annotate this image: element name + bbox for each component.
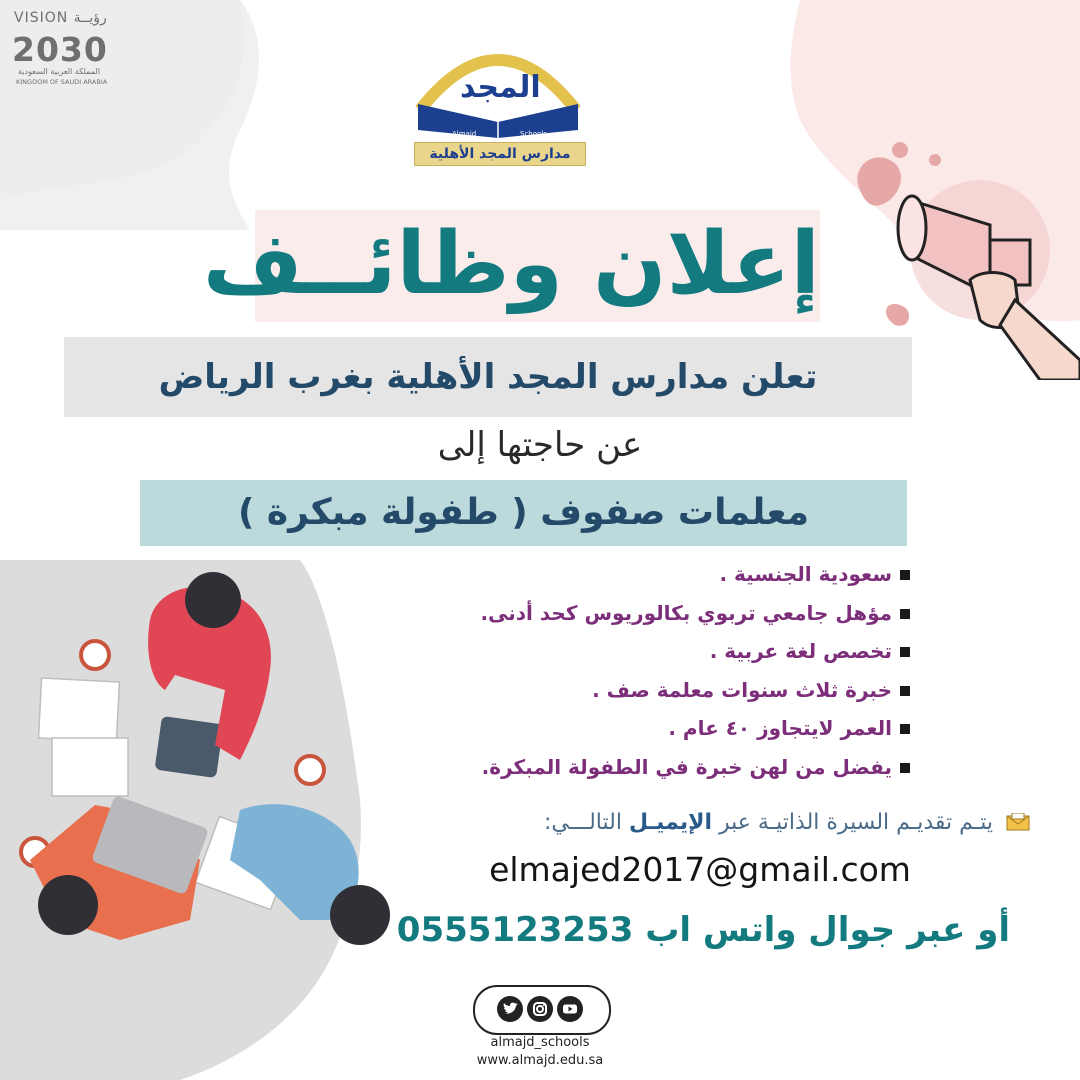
instagram-icon[interactable] <box>527 996 553 1022</box>
list-item <box>320 671 910 710</box>
apply-instructions <box>430 810 1030 850</box>
requirement-text: تخصص لغة عربية . <box>709 639 892 663</box>
vision-2030-logo <box>10 10 130 86</box>
bullet-icon <box>900 609 910 619</box>
requirement-text: مؤهل جامعي تربوي بكالوريوس كحد أدنى. <box>480 600 892 625</box>
bullet-icon <box>900 570 910 580</box>
envelope-icon <box>1006 813 1030 831</box>
role-title: معلمات صفوف ( طفولة مبكرة ) <box>237 492 810 533</box>
requirement-text: يفضل من لهن خبرة في الطفولة المبكرة. <box>481 754 892 779</box>
apply-emphasis: الإيميـل <box>628 810 713 835</box>
social-handle: almajd_schools <box>490 1035 590 1050</box>
email-address[interactable]: elmajed2017@gmail.com <box>489 850 911 889</box>
apply-suffix: التالـــي: <box>544 810 622 835</box>
list-item <box>320 709 910 748</box>
list-item <box>320 632 910 671</box>
whatsapp-phone[interactable]: أو عبر جوال واتس اب 0555123253 <box>396 910 1010 950</box>
requirement-text: سعودية الجنسية . <box>719 562 892 586</box>
vision-number: 2030 <box>12 30 108 69</box>
need-text: عن حاجتها إلى <box>437 425 643 465</box>
list-item <box>320 748 910 787</box>
vision-english-caption: KINGDOM OF SAUDI ARABIA <box>16 78 108 86</box>
list-item <box>320 555 910 594</box>
requirement-text: خبرة ثلاث سنوات معلمة صف . <box>592 677 892 702</box>
subtitle: تعلن مدارس المجد الأهلية بغرب الرياض <box>158 357 818 397</box>
logo-arabic-name: المجد <box>460 70 541 105</box>
requirement-text: العمر لايتجاوز ٤٠ عام . <box>668 716 892 740</box>
twitter-icon[interactable] <box>497 996 523 1022</box>
website-link[interactable]: www.almajd.edu.sa <box>476 1053 604 1068</box>
logo-banner: مدارس المجد الأهلية <box>414 142 586 166</box>
bullet-icon <box>900 763 910 773</box>
social-links <box>467 985 613 1075</box>
vision-title: VISION رؤيــة <box>14 10 107 26</box>
bullet-icon <box>900 686 910 696</box>
apply-prefix: يتـم تقديـم السيرة الذاتيـة عبر <box>719 810 993 835</box>
list-item <box>320 594 910 633</box>
requirements-list <box>320 555 910 795</box>
bullet-icon <box>900 647 910 657</box>
logo-english-left: Almajd <box>452 130 477 138</box>
youtube-icon[interactable] <box>557 996 583 1022</box>
bullet-icon <box>900 724 910 734</box>
logo-english-right: Schools <box>520 130 547 138</box>
vision-arabic-caption: المملكة العربية السعودية <box>18 67 101 76</box>
page-title: إعلان وظائــف <box>202 214 820 314</box>
school-logo <box>408 30 588 162</box>
